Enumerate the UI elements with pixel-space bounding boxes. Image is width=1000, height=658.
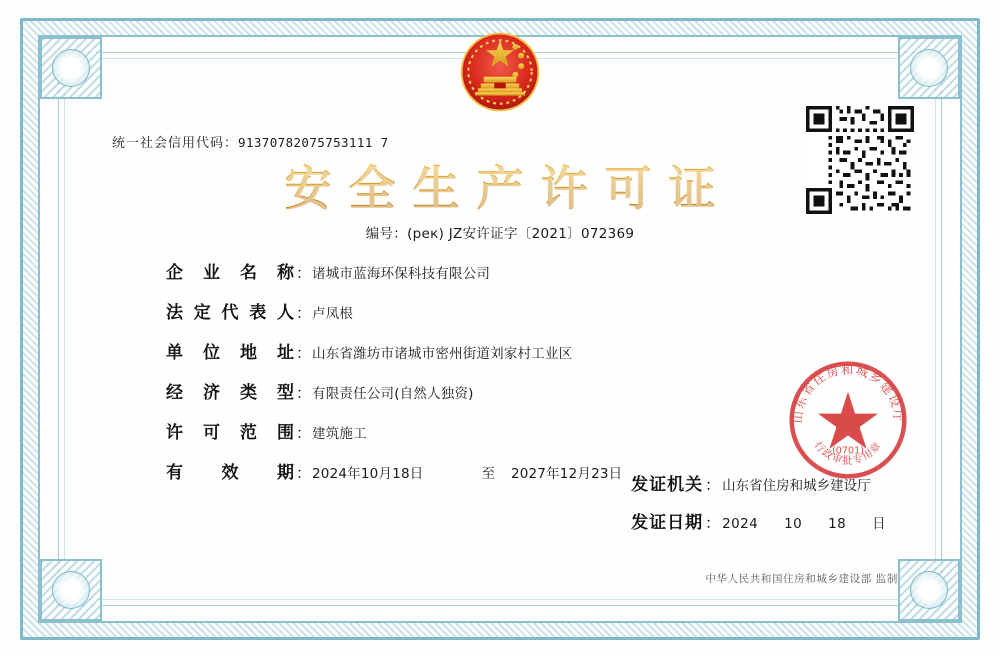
credit-code-line [112,132,389,151]
label-char: 代 [221,303,239,323]
svg-text:山东省住房和城乡建设厅: 山东省住房和城乡建设厅 [790,362,906,424]
field-colon: ： [296,304,312,322]
national-emblem-icon [452,24,548,120]
certificate-content [78,70,922,588]
field-colon: ： [296,464,312,482]
field-label-validity [166,458,294,483]
field-label-legal-representative [166,298,294,323]
issue-authority-value: 山东省住房和城乡建设厅 [722,478,871,494]
official-seal-stamp [784,356,912,484]
field-label-address [166,338,294,363]
label-char: 人 [277,303,294,323]
label-char: 表 [249,303,267,323]
label-char: 效 [221,463,239,483]
field-value-economic-type: 有限责任公司(自然人独资) [312,386,474,402]
label-char: 有 [166,463,183,483]
page-title: 安全生产许可证 [78,152,922,219]
label-char: 名 [240,263,257,283]
issue-date-label: 发证日期 [631,513,704,533]
issue-date-day-unit: 日 [872,516,886,532]
credit-code-label: 统一社会信用代码： [112,136,239,151]
label-char: 可 [203,423,220,443]
label-char: 法 [166,303,183,323]
label-char: 许 [166,423,183,443]
field-value-legal-representative: 卢凤根 [312,306,354,322]
label-char: 类 [240,383,257,403]
label-char: 期 [277,463,294,483]
label-char: 围 [277,423,294,443]
field-label-license-scope [166,418,294,443]
label-char: 位 [203,343,220,363]
footer-note: 中华人民共和国住房和城乡建设部 监制 [705,573,898,585]
label-char: 单 [166,343,183,363]
field-colon: ： [296,264,312,282]
field-row-company-name [166,258,902,298]
field-row-legal-representative [166,298,902,338]
label-char: 址 [277,343,294,363]
field-label-company-name [166,258,294,283]
issue-date-value [722,512,886,532]
qr-code-icon [806,106,914,214]
svg-text:(0701): (0701) [832,445,864,457]
issue-colon: ： [705,514,721,532]
label-char: 济 [203,383,220,403]
label-char: 称 [277,263,294,283]
label-char: 型 [277,383,294,403]
field-colon: ： [296,424,312,442]
label-char: 范 [240,423,257,443]
field-value-address: 山东省潍坊市诸城市密州街道刘家村工业区 [312,346,573,362]
issue-date-row [631,508,886,546]
label-char: 定 [193,303,211,323]
label-char: 业 [203,263,220,283]
issue-date-year: 2024 [722,516,759,532]
svg-text:行政审批专用章: 行政审批专用章 [811,439,885,467]
issue-authority-label: 发证机关 [631,475,704,495]
validity-end-date: 2027年12月23日 [510,466,623,482]
field-value-company-name: 诸城市蓝海环保科技有限公司 [312,266,491,282]
field-label-economic-type [166,378,294,403]
label-char: 经 [166,383,183,403]
field-value-license-scope: 建筑施工 [312,426,367,442]
label-char: 地 [240,343,257,363]
credit-code-value: 91370782075753111 7 [238,135,389,150]
validity-separator: 至 [481,466,495,482]
label-char: 企 [166,263,183,283]
issue-date-month: 10 [784,516,803,532]
field-colon: ： [296,344,312,362]
field-colon: ： [296,384,312,402]
document-number: 编号：(рек) JZ安许证字〔2021〕072369 [365,226,635,242]
issue-colon: ： [705,476,721,494]
issue-date-day: 18 [828,516,847,532]
validity-start-date: 2024年10月18日 [312,466,424,482]
